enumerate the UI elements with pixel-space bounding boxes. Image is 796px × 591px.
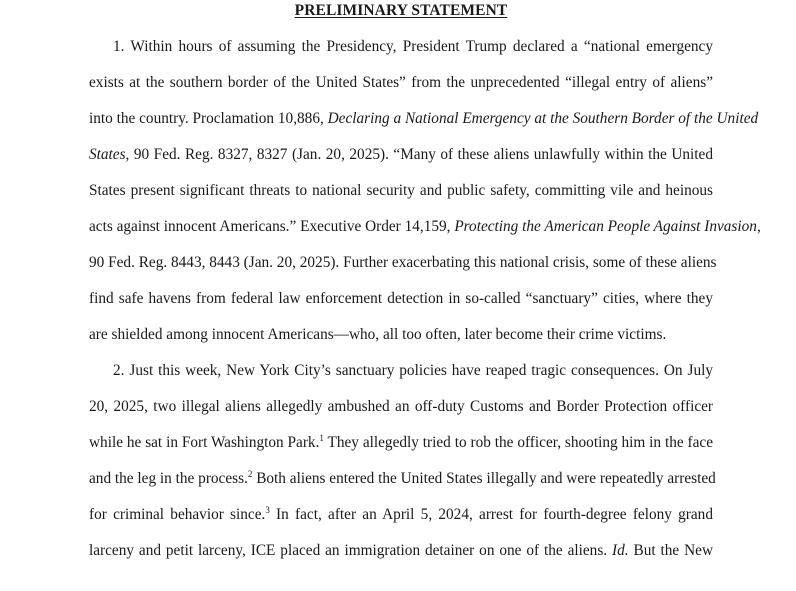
text-run: find safe havens from federal law enforcement detection in so-called “sanctuary” cities, where they: [89, 290, 713, 307]
text-line: [89, 433, 713, 453]
text-run: ,: [756, 218, 761, 235]
text-run: 90 Fed. Reg. 8443, 8443 (Jan. 20, 2025). Further exacerbating this national crisis, some of these aliens: [89, 254, 717, 271]
footnote-ref: 1: [319, 433, 324, 443]
italic-citation: States: [89, 146, 126, 163]
text-run: But the New: [628, 542, 714, 559]
text-line: [89, 217, 761, 237]
text-run: States present significant threats to national security and public safety, committing vile and heinous: [89, 182, 713, 199]
footnote-ref: 3: [265, 505, 270, 515]
text-line: [113, 37, 713, 57]
text-line: [89, 109, 759, 129]
text-run: larceny and petit larceny, ICE placed an immigration detainer on one of the aliens.: [89, 542, 613, 559]
text-line: [89, 73, 713, 93]
text-run: for criminal behavior since.: [89, 506, 266, 523]
text-line: [113, 361, 713, 381]
page-heading: PRELIMINARY STATEMENT: [294, 2, 508, 19]
text-run: into the country. Proclamation 10,886,: [89, 110, 328, 127]
text-run: while he sat in Fort Washington Park.: [89, 434, 320, 451]
text-line: [89, 145, 713, 165]
text-run: 20, 2025, two illegal aliens allegedly ambushed an off-duty Customs and Border Protection officer: [89, 398, 713, 415]
text-run: and the leg in the process.: [89, 470, 248, 487]
footnote-ref: 2: [247, 469, 253, 479]
text-run: 1. Within hours of assuming the Presidency, President Trump declared a “national emergency: [113, 38, 713, 55]
text-line: [89, 541, 713, 561]
text-line: [89, 181, 713, 201]
text-run: acts against innocent Americans.” Executive Order 14,159,: [89, 218, 455, 235]
text-line: [89, 289, 713, 309]
text-line: [89, 397, 713, 417]
italic-citation: Protecting the American People Against Invasion: [454, 218, 757, 235]
text-run: exists at the southern border of the United States” from the unprecedented “illegal entry of aliens”: [89, 74, 713, 91]
text-line: [89, 505, 713, 525]
text-line: [89, 253, 717, 273]
text-run: , 90 Fed. Reg. 8327, 8327 (Jan. 20, 2025). “Many of these aliens unlawfully within the United: [125, 146, 713, 163]
text-line: [89, 469, 716, 489]
text-run: are shielded among innocent Americans—who, all too often, later become their crime victims.: [89, 326, 667, 343]
text-run: 2. Just this week, New York City’s sanctuary policies have reaped tragic consequences. On July: [113, 362, 713, 379]
text-run: They allegedly tried to rob the officer, shooting him in the face: [323, 434, 714, 451]
italic-citation: Id.: [612, 542, 629, 559]
italic-citation: Declaring a National Emergency at the Southern Border of the United: [327, 110, 759, 127]
text-run: In fact, after an April 5, 2024, arrest for fourth-degree felony grand: [269, 506, 713, 523]
text-line: [89, 325, 713, 345]
text-run: Both aliens entered the United States illegally and were repeatedly arrested: [252, 470, 716, 487]
